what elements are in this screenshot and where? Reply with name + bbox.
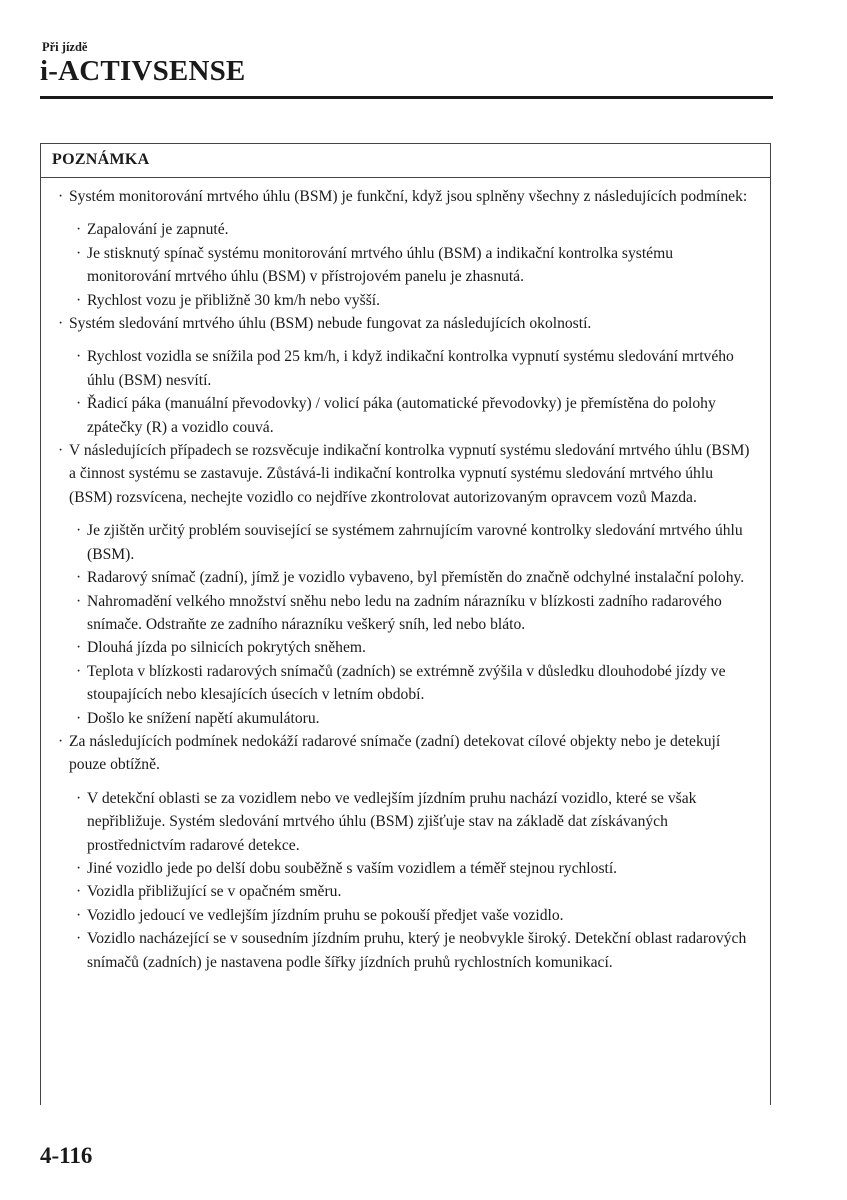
sub-list-item [41, 590, 770, 637]
list-item-text: Systém monitorování mrtvého úhlu (BSM) je funkční, když jsou splněny všechny z následujících podmínek: [69, 188, 748, 205]
page-number: 4-116 [40, 1143, 93, 1168]
list-item-text: Systém sledování mrtvého úhlu (BSM) nebude fungovat za následujících okolností. [69, 315, 592, 333]
note-body [41, 178, 770, 974]
sub-list-item [41, 242, 770, 289]
sub-list-item [41, 880, 770, 903]
list-item-text: Vozidlo jedoucí ve vedlejším jízdním pruhu se pokouší předjet vaše vozidlo. [87, 906, 564, 924]
list-item [41, 730, 770, 777]
sub-list-item [41, 289, 770, 312]
bullet-icon: · [58, 732, 64, 750]
list-item-text: V následujících případech se rozsvěcuje indikační kontrolka vypnutí systému sledování mrtvého úhlu (BSM) a činnost systému se zastavuje. Zůstává-li indikační kontrolka vypnutí systému sledování mrtvého úhlu (BSM) rozsvícena, nechejte vozidlo co nejdříve zkontrolovat autorizovaným opravcem vozů Mazda. [69, 442, 750, 506]
list-item-text: Rychlost vozidla se snížila pod 25 km/h, i když indikační kontrolka vypnutí systému sledování mrtvého úhlu (BSM) nesvítí. [87, 348, 734, 389]
sub-list-item [41, 857, 770, 880]
list-item-text: Dlouhá jízda po silnicích pokrytých sněhem. [87, 639, 366, 657]
list-item-text: Vozidla přibližující se v opačném směru. [87, 883, 342, 901]
list-item-text: Radarový snímač (zadní), jímž je vozidlo vybaveno, byl přemístěn do značně odchylné instalační polohy. [87, 569, 745, 587]
list-gap [41, 208, 770, 218]
bullet-icon: · [76, 348, 82, 366]
sub-list-item [41, 345, 770, 392]
sub-list-item [41, 218, 770, 241]
list-item [41, 439, 770, 509]
bullet-icon: · [76, 789, 82, 807]
list-item [41, 312, 770, 335]
sub-list-item [41, 519, 770, 566]
bullet-icon: · [76, 592, 82, 610]
note-title: POZNÁMKA [41, 144, 770, 178]
list-item-text: Jiné vozidlo jede po delší dobu souběžně s vaším vozidlem a téměř stejnou rychlostí. [87, 859, 618, 877]
bullet-icon: · [76, 906, 82, 924]
list-gap [41, 335, 770, 345]
list-item [41, 185, 770, 208]
list-item-text: Řadicí páka (manuální převodovky) / volicí páka (automatické převodovky) je přemístěna do polohy zpátečky (R) a vozidlo couvá. [87, 395, 716, 436]
list-item-text: Došlo ke snížení napětí akumulátoru. [87, 709, 320, 727]
bullet-icon: · [58, 442, 64, 460]
bullet-icon: · [76, 639, 82, 657]
bullet-icon: · [76, 244, 82, 262]
list-item-text: Rychlost vozu je přibližně 30 km/h nebo vyšší. [87, 291, 381, 309]
list-item-text: Zapalování je zapnuté. [87, 221, 229, 239]
bullet-icon: · [76, 859, 82, 877]
list-item-text: Je stisknutý spínač systému monitorování mrtvého úhlu (BSM) a indikační kontrolka systému monitorování mrtvého úhlu (BSM) v přístrojovém panelu je zhasnutá. [87, 244, 674, 286]
sub-list-item [41, 566, 770, 589]
bullet-icon: · [58, 315, 64, 333]
bullet-icon: · [76, 662, 82, 680]
chapter-title: i-ACTIVSENSE [40, 55, 246, 87]
list-item-text: Za následujících podmínek nedokáží radarové snímače (zadní) detekovat cílové objekty nebo je detekují pouze obtížně. [69, 732, 721, 774]
bullet-icon: · [76, 883, 82, 901]
list-item-text: Nahromadění velkého množství sněhu nebo ledu na zadním nárazníku v blízkosti zadního radarového snímače. Odstraňte ze zadního nárazníku veškerý sníh, led nebo bláto. [87, 592, 722, 633]
list-gap [41, 509, 770, 519]
list-gap [41, 777, 770, 787]
bullet-icon: · [76, 709, 82, 727]
bullet-icon: · [76, 395, 82, 413]
title-rule [40, 96, 773, 99]
list-item-text: Je zjištěn určitý problém související se systémem zahrnujícím varovné kontrolky sledování mrtvého úhlu (BSM). [87, 522, 743, 563]
bullet-icon: · [76, 291, 82, 309]
bullet-icon: · [76, 569, 82, 587]
section-label: Při jízdě [42, 40, 88, 54]
sub-list-item [41, 927, 770, 974]
sub-list-item [41, 707, 770, 730]
note-box [40, 143, 771, 1105]
bullet-icon: · [76, 930, 82, 948]
list-item-text: Vozidlo nacházející se v sousedním jízdním pruhu, který je neobvykle široký. Detekční oblast radarových snímačů (zadních) je nastavena podle šířky jízdních pruhů rychlostních komunikací. [87, 930, 747, 971]
sub-list-item [41, 904, 770, 927]
list-item-text: V detekční oblasti se za vozidlem nebo ve vedlejším jízdním pruhu nachází vozidlo, které se však nepřibližuje. Systém sledování mrtvého úhlu (BSM) zjišťuje stav na základě dat získávaných prostřednictvím radarové detekce. [87, 789, 697, 854]
sub-list-item [41, 787, 770, 857]
sub-list-item [41, 392, 770, 439]
bullet-icon: · [76, 221, 82, 239]
bullet-icon: · [76, 522, 82, 540]
sub-list-item [41, 660, 770, 707]
bullet-icon: · [58, 188, 64, 205]
list-item-text: Teplota v blízkosti radarových snímačů (zadních) se extrémně zvýšila v důsledku dlouhodobé jízdy ve stoupajících nebo klesajících úsecích v letním období. [87, 662, 726, 704]
sub-list-item [41, 636, 770, 659]
